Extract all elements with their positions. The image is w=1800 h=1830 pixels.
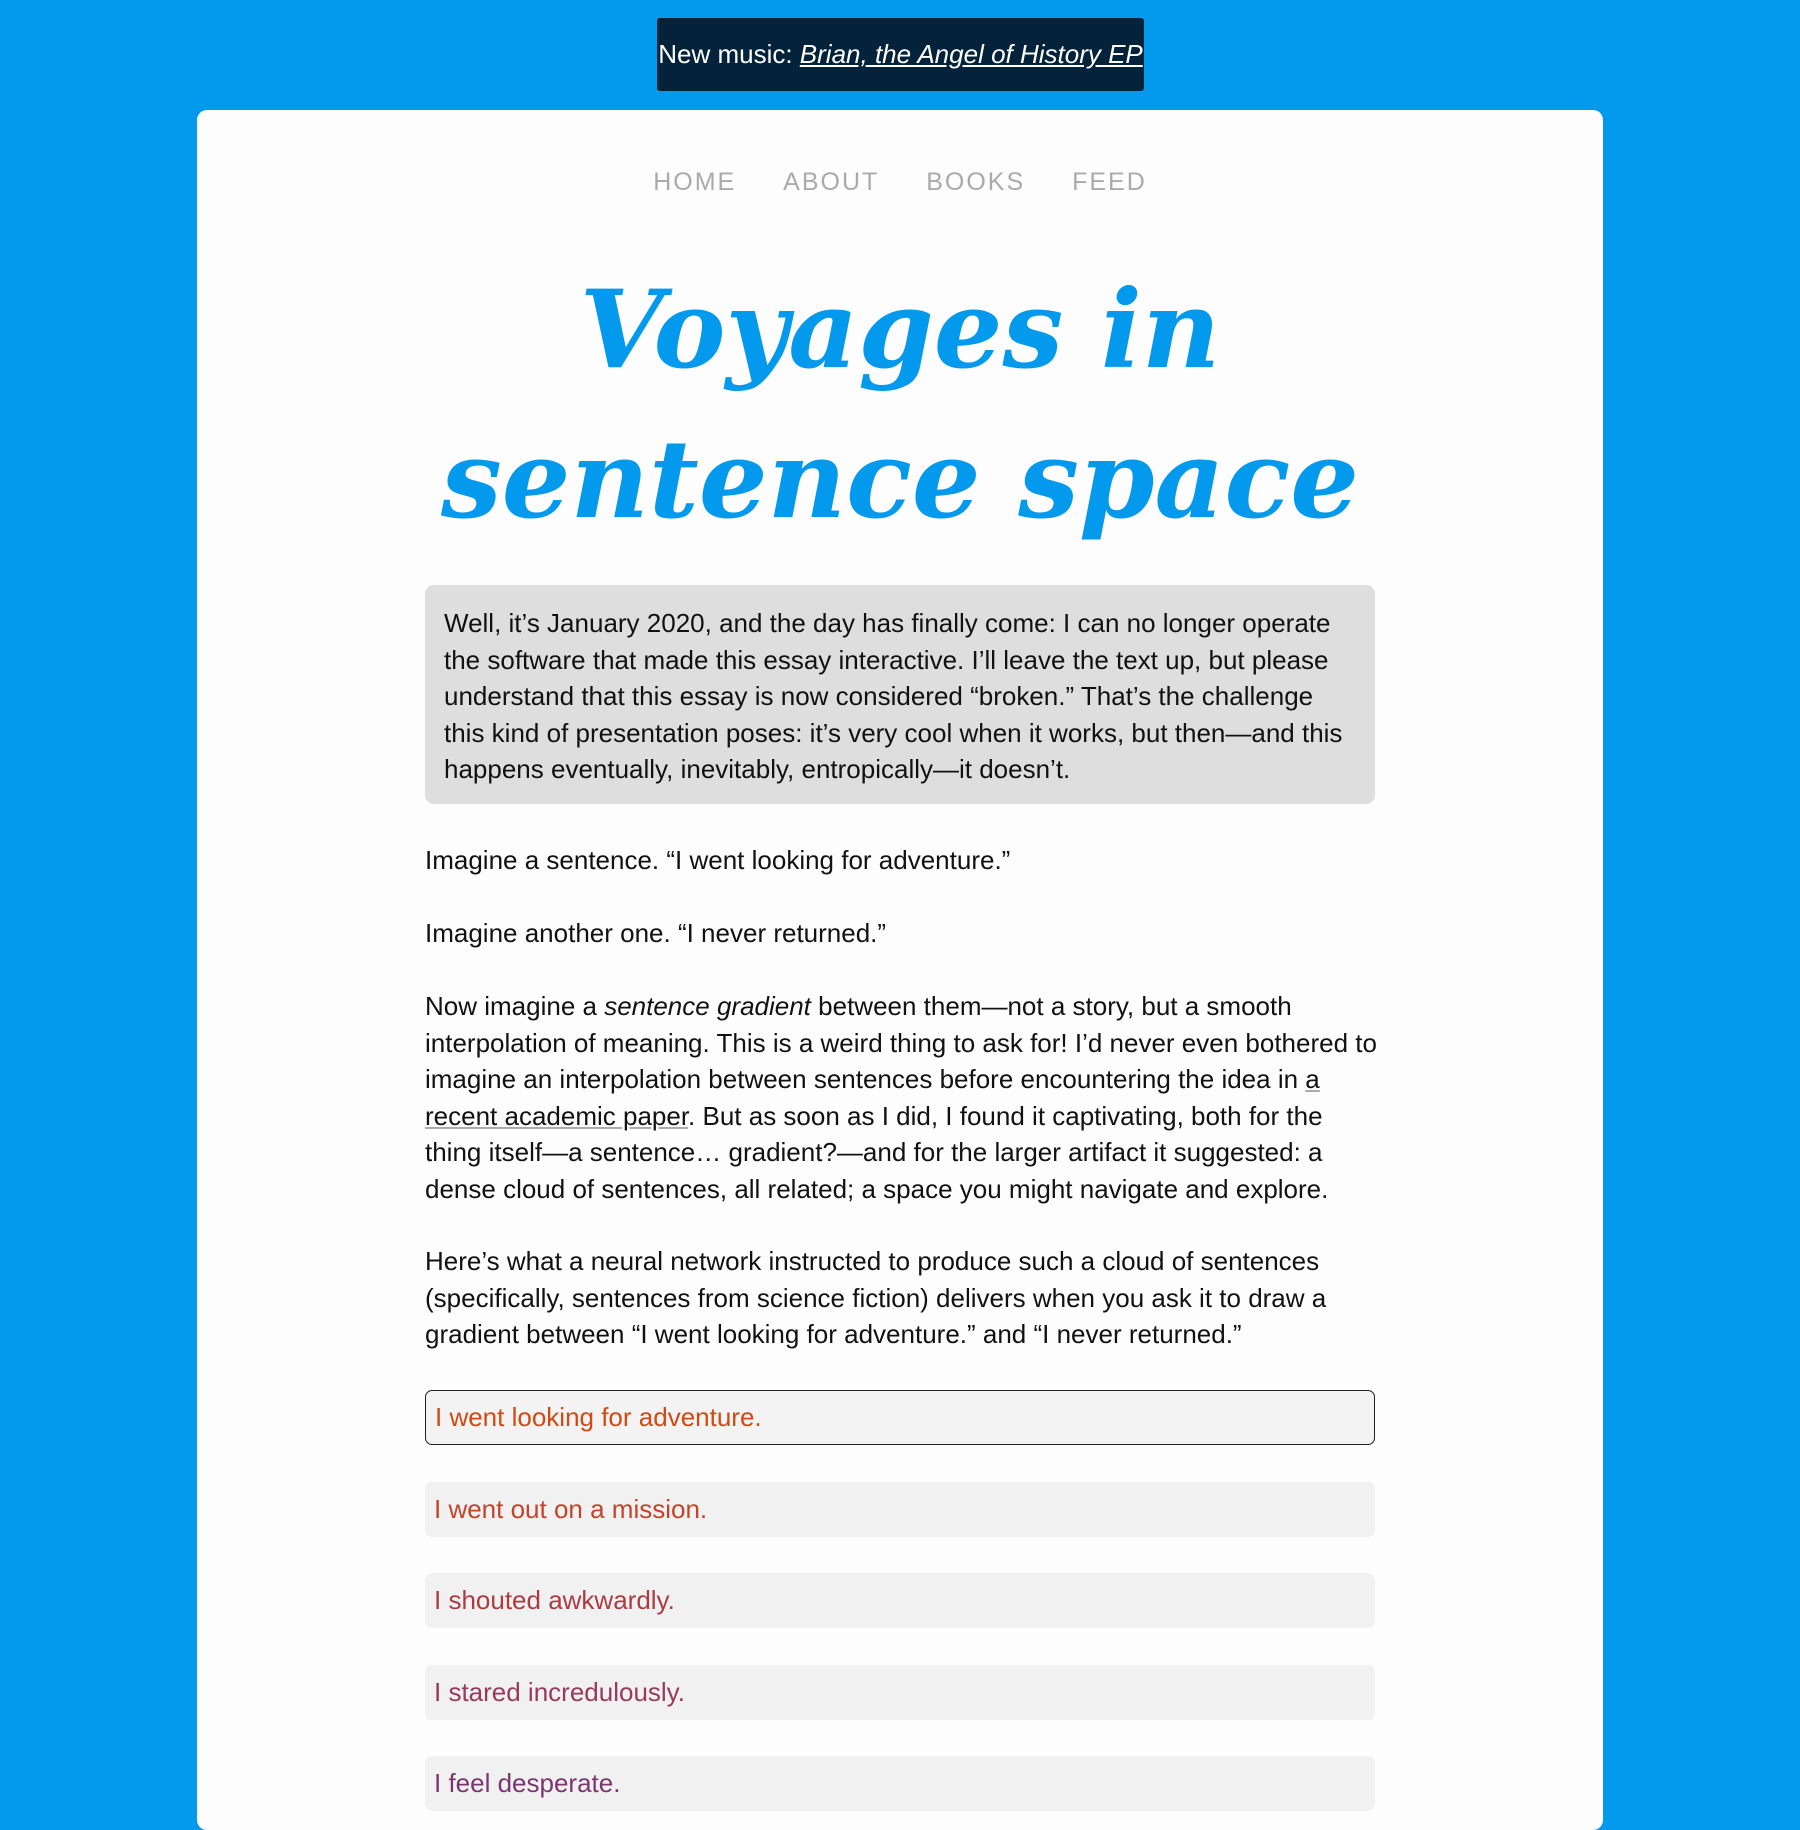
announcement-link[interactable]: Brian, the Angel of History EP xyxy=(799,39,1143,69)
academic-paper-link[interactable]: a recent academic paper xyxy=(425,1064,1320,1131)
title-line-2: sentence space xyxy=(441,417,1359,543)
announcement-prefix: New music: xyxy=(658,39,800,69)
nav-books[interactable]: BOOKS xyxy=(926,168,1026,196)
gradient-sentence-1[interactable]: I went looking for adventure. xyxy=(425,1390,1375,1445)
nav-feed[interactable]: FEED xyxy=(1072,168,1147,196)
nav-home[interactable]: HOME xyxy=(653,168,737,196)
gradient-sentence-3[interactable]: I shouted awkwardly. xyxy=(425,1573,1375,1628)
p3-text-after: . But as soon as I did, I found it captivating, both for the thing itself—a sentence… gradient?—and for the larger artifact it suggested: a dense cloud of sentences, all related; a space you might navigate and explore. xyxy=(425,1100,1329,1204)
gradient-sentence-2[interactable]: I went out on a mission. xyxy=(425,1482,1375,1537)
p3-emphasis: sentence gradient xyxy=(604,991,811,1021)
gradient-sentence-5[interactable]: I feel desperate. xyxy=(425,1756,1375,1811)
paragraph-imagine-another: Imagine another one. “I never returned.” xyxy=(425,918,887,948)
main-nav xyxy=(0,168,1800,197)
nav-about[interactable]: ABOUT xyxy=(783,168,880,196)
paragraph-neural-network: Here’s what a neural network instructed to produce such a cloud of sentences (specifically, sentences from science fiction) delivers when you ask it to draw a gradient between “I went looking for adventure.” and “I never returned.” xyxy=(425,1246,1327,1349)
page-title xyxy=(0,255,1800,555)
title-line-1: Voyages in xyxy=(579,267,1221,393)
gradient-sentence-4[interactable]: I stared incredulously. xyxy=(425,1665,1375,1720)
p3-text-middle: between them—not a story, but a smooth interpolation of meaning. This is a weird thing to ask for! I’d never even bothered to imagine an interpolation between sentences before encountering the idea in xyxy=(425,991,1377,1094)
paragraph-imagine-sentence: Imagine a sentence. “I went looking for adventure.” xyxy=(425,845,1011,875)
paragraph-sentence-gradient xyxy=(425,988,1380,1207)
broken-notice: Well, it’s January 2020, and the day has finally come: I can no longer operate the software that made this essay interactive. I’ll leave the text up, but please understand that this essay is now considered “broken.” That’s the challenge this kind of presentation poses: it’s very cool when it works, but then—and this happens eventually, inevitably, entropically—it doesn’t. xyxy=(425,585,1375,804)
announcement-bar xyxy=(657,18,1144,91)
p3-text-before: Now imagine a xyxy=(425,991,605,1021)
